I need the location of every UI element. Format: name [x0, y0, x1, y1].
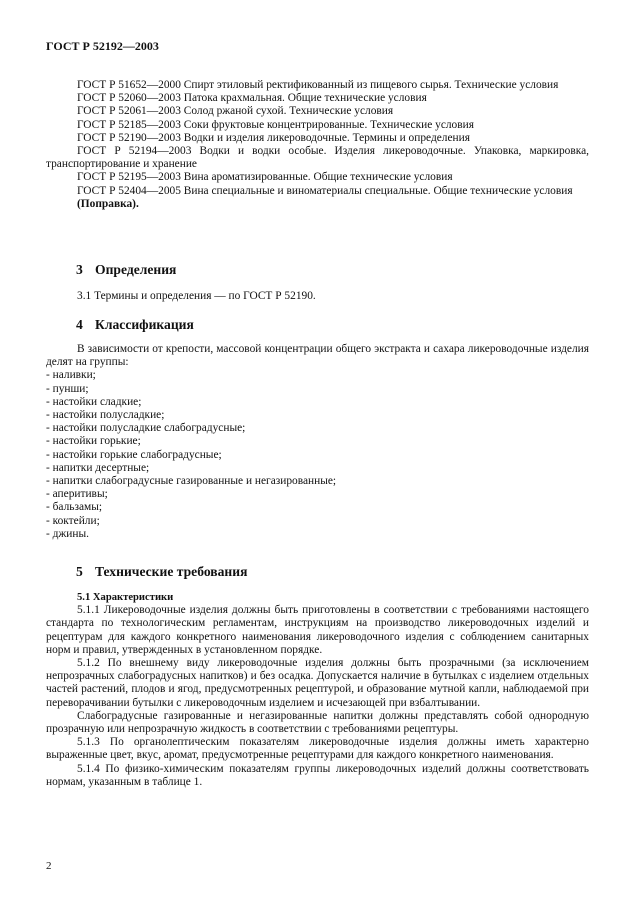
paragraph: 5.1.1 Ликероводочные изделия должны быть приготовлены в соответствии с требованиями настоящего стандарта по технологическим регламентам, инструкциям на производство ликероводочных изделий и рецептурам для каждого конкретного наименования ликероводочного изделия с соблюдением санитарных норм и правил, утвержденных в установленном порядке.: [46, 604, 589, 656]
page-header: ГОСТ Р 52192—2003: [46, 39, 159, 53]
reference-item: ГОСТ Р 52061—2003 Солод ржаной сухой. Технические условия: [77, 105, 394, 118]
section-3-body: [46, 290, 589, 303]
list-item: - настойки полусладкие;: [46, 409, 165, 422]
reference-item: ГОСТ Р 51652—2000 Спирт этиловый ректификованный из пищевого сырья. Технические условия: [77, 79, 559, 91]
reference-item: ГОСТ Р 52195—2003 Вина ароматизированные. Общие технические условия: [77, 171, 453, 184]
section-title: Классификация: [95, 317, 194, 332]
list-item: - настойки горькие слабоградусные;: [46, 448, 222, 461]
section-3-heading: [76, 262, 176, 277]
list-item: - аперитивы;: [46, 488, 108, 501]
reference-item: ГОСТ Р 52190—2003 Водки и изделия ликероводочные. Термины и определения: [77, 131, 470, 144]
list-item: - пунши;: [46, 382, 89, 395]
paragraph: В зависимости от крепости, массовой концентрации общего экстракта и сахара ликероводочные изделия делят на группы:: [46, 343, 589, 369]
section-number: 4: [76, 317, 83, 332]
reference-item: ГОСТ Р 52185—2003 Соки фруктовые концентрированные. Технические условия: [77, 118, 474, 131]
list-item: - бальзамы;: [46, 501, 103, 514]
paragraph: 5.1.2 По внешнему виду ликероводочные изделия должны быть прозрачными (за исключением непрозрачных слабоградусных напитков) и без осадка. Допускается наличие в бутылках с изделием отдельных частей растений, плодов и ягод, предусмотренных рецептурой, и образование мутной капли, наблюдаемой при переворачивании бутылки с ликероводочным изделием и исчезающей при взбалтывании.: [46, 657, 589, 709]
paragraph: 3.1 Термины и определения — по ГОСТ Р 52190.: [77, 290, 316, 302]
normative-references: [46, 79, 589, 211]
edit-note: (Поправка).: [77, 197, 139, 210]
list-item: - наливки;: [46, 369, 96, 382]
section-number: 3: [76, 262, 83, 277]
paragraph: Слабоградусные газированные и негазированные напитки должны представлять собой однородную прозрачную или непрозрачную жидкость в соответствии с требованиями рецептуры.: [46, 709, 589, 736]
list-item: - напитки десертные;: [46, 461, 150, 474]
paragraph: 5.1.4 По физико-химическим показателям группы ликероводочных изделий должны соответствовать нормам, указанным в таблице 1.: [46, 762, 589, 788]
list-item: - джины.: [46, 527, 89, 540]
section-number: 5: [76, 564, 83, 579]
list-item: - настойки полусладкие слабоградусные;: [46, 422, 246, 435]
product-group-list: [46, 369, 589, 541]
reference-item: ГОСТ Р 52060—2003 Патока крахмальная. Общие технические условия: [77, 92, 427, 105]
section-4-heading: [76, 317, 194, 332]
section-4-body: [46, 343, 589, 541]
list-item: - настойки сладкие;: [46, 395, 142, 408]
section-5-heading: [76, 564, 247, 579]
reference-item: ГОСТ Р 52404—2005 Вина специальные и виноматериалы специальные. Общие технические условия: [77, 184, 573, 197]
page-number: 2: [46, 860, 52, 872]
section-title: Технические требования: [95, 564, 248, 579]
list-item: - настойки горькие;: [46, 435, 141, 448]
reference-item: ГОСТ Р 52194—2003 Водки и водки особые. Изделия ликероводочные. Упаковка, маркировка, транспортирование и хранение: [46, 145, 589, 171]
section-title: Определения: [95, 262, 177, 277]
section-5-body: [46, 591, 589, 789]
list-item: - напитки слабоградусные газированные и негазированные;: [46, 475, 337, 488]
list-item: - коктейли;: [46, 514, 100, 527]
subsection-title: 5.1 Характеристики: [77, 592, 174, 603]
paragraph: 5.1.3 По органолептическим показателям ликероводочные изделия должны иметь характерно выраженные цвет, вкус, аромат, предусмотренные рецептурами для каждого конкретного наименования.: [46, 736, 589, 762]
